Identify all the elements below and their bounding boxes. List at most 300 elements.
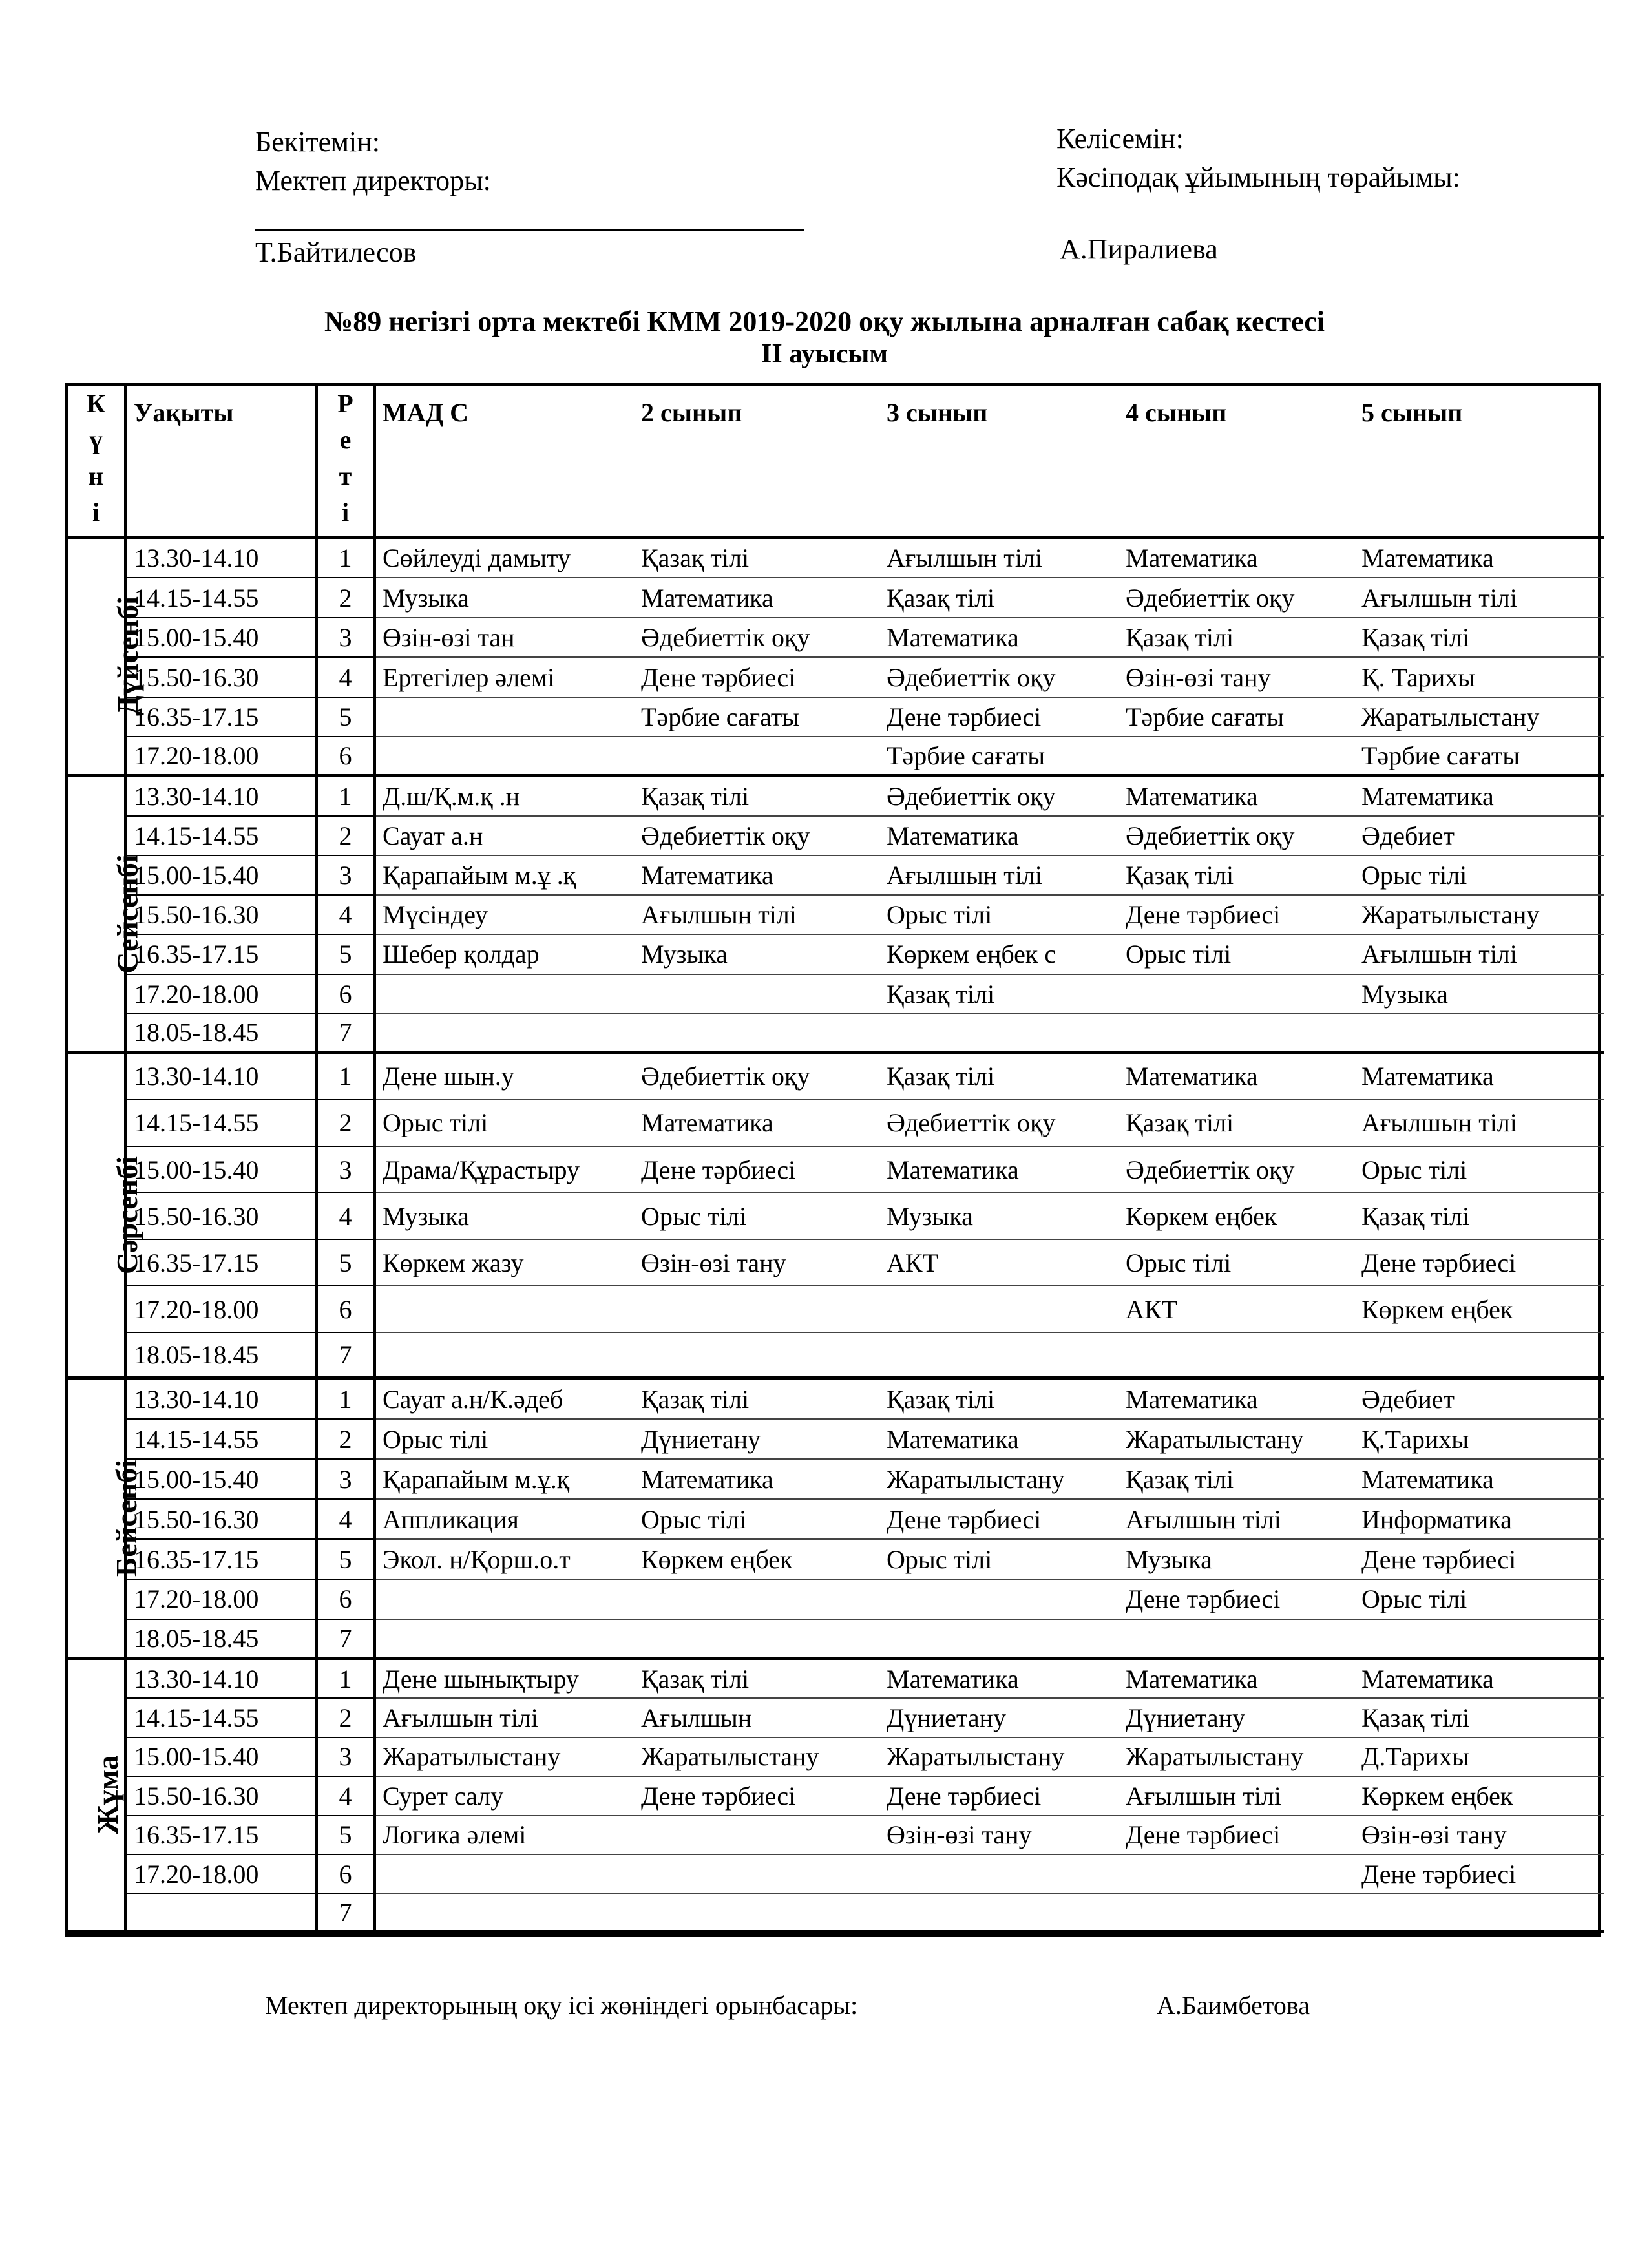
time-cell: 14.15-14.55 <box>127 1420 318 1460</box>
lesson-number-cell: 1 <box>318 539 376 578</box>
lesson-number-cell: 5 <box>318 935 376 974</box>
class2-subject: Орыс тілі <box>635 1500 880 1540</box>
class5-subject: Көркем еңбек <box>1355 1777 1604 1816</box>
class4-subject: Дене тәрбиесі <box>1119 1816 1355 1855</box>
class2-subject: Әдебиеттік оқу <box>635 618 880 658</box>
table-row <box>68 698 1604 737</box>
mad-subject <box>376 1286 635 1333</box>
class4-subject: Қазақ тілі <box>1119 856 1355 896</box>
table-row <box>68 1286 1604 1333</box>
schedule-table <box>68 386 1604 1933</box>
time-cell: 13.30-14.10 <box>127 539 318 578</box>
table-row <box>68 1777 1604 1816</box>
table-row <box>68 1380 1604 1420</box>
lesson-number-cell: 6 <box>318 1580 376 1620</box>
table-row <box>68 975 1604 1014</box>
class3-subject: Математика <box>880 1147 1119 1193</box>
class3-subject: Математика <box>880 1420 1119 1460</box>
class4-subject: Қазақ тілі <box>1119 1100 1355 1147</box>
time-cell: 15.50-16.30 <box>127 658 318 697</box>
mad-subject: Сөйлеуді дамыту <box>376 539 635 578</box>
class2-subject: Көркем еңбек <box>635 1540 880 1580</box>
class2-subject: Қазақ тілі <box>635 777 880 817</box>
class5-subject: Орыс тілі <box>1355 1580 1604 1620</box>
table-row <box>68 896 1604 935</box>
class4-subject: Математика <box>1119 539 1355 578</box>
mad-subject: Д.ш/Қ.м.қ .н <box>376 777 635 817</box>
class2-subject <box>635 1855 880 1894</box>
class2-subject: Музыка <box>635 935 880 974</box>
class5-subject: Музыка <box>1355 975 1604 1014</box>
approval-right-name: А.Пиралиева <box>1060 233 1218 265</box>
time-cell: 17.20-18.00 <box>127 1580 318 1620</box>
class5-subject: Тәрбие сағаты <box>1355 737 1604 777</box>
class5-subject: Информатика <box>1355 1500 1604 1540</box>
class3-subject: Тәрбие сағаты <box>880 737 1119 777</box>
approval-right-line2: Кәсіподақ ұйымының төрайымы: <box>1056 162 1460 193</box>
class2-subject <box>635 1580 880 1620</box>
approval-left-name: Т.Байтилесов <box>255 236 417 268</box>
day-name: Сәрсенбі <box>110 1156 143 1274</box>
class5-subject: Дене тәрбиесі <box>1355 1240 1604 1286</box>
mad-subject: Музыка <box>376 578 635 618</box>
day-name-cell <box>68 1380 143 1660</box>
table-row <box>68 737 1604 777</box>
class5-subject: Орыс тілі <box>1355 856 1604 896</box>
table-row <box>68 1240 1604 1286</box>
class3-subject: Қазақ тілі <box>880 1054 1119 1100</box>
time-cell: 15.00-15.40 <box>127 856 318 896</box>
class3-subject: Жаратылыстану <box>880 1738 1119 1777</box>
col-header-num-label: Р е т і <box>337 389 353 527</box>
class3-subject: Жаратылыстану <box>880 1460 1119 1500</box>
class3-subject <box>880 1894 1119 1933</box>
time-cell: 13.30-14.10 <box>127 1660 318 1699</box>
mad-subject: Өзін-өзі тан <box>376 618 635 658</box>
class2-subject: Қазақ тілі <box>635 1380 880 1420</box>
mad-subject <box>376 975 635 1014</box>
col-header-num <box>318 386 376 539</box>
mad-subject <box>376 1620 635 1660</box>
mad-subject <box>376 1580 635 1620</box>
page-title: №89 негізгі орта мектебі КММ 2019-2020 оқу жылына арналған сабақ кестесі <box>324 306 1325 337</box>
class3-subject: Қазақ тілі <box>880 975 1119 1014</box>
time-cell: 14.15-14.55 <box>127 817 318 856</box>
table-row <box>68 1460 1604 1500</box>
mad-subject: Дене шын.у <box>376 1054 635 1100</box>
class5-subject <box>1355 1894 1604 1933</box>
lesson-number-cell: 5 <box>318 1240 376 1286</box>
mad-subject: Қарапайым м.ұ.қ <box>376 1460 635 1500</box>
mad-subject <box>376 1014 635 1054</box>
class5-subject: Қазақ тілі <box>1355 1699 1604 1738</box>
table-row <box>68 1014 1604 1054</box>
class3-subject <box>880 1286 1119 1333</box>
lesson-number-cell: 3 <box>318 618 376 658</box>
mad-subject: Сауат а.н <box>376 817 635 856</box>
mad-subject: Музыка <box>376 1193 635 1240</box>
class4-subject: Қазақ тілі <box>1119 1460 1355 1500</box>
time-cell: 16.35-17.15 <box>127 935 318 974</box>
class4-subject: Көркем еңбек <box>1119 1193 1355 1240</box>
time-cell: 17.20-18.00 <box>127 975 318 1014</box>
col-header-class5: 5 сынып <box>1355 386 1604 539</box>
class3-subject: Әдебиеттік оқу <box>880 777 1119 817</box>
lesson-number-cell: 4 <box>318 1777 376 1816</box>
class2-subject: Тәрбие сағаты <box>635 698 880 737</box>
day-name-cell <box>68 539 144 777</box>
lesson-number-cell: 7 <box>318 1620 376 1660</box>
lesson-number-cell: 4 <box>318 1500 376 1540</box>
table-row <box>68 658 1604 697</box>
lesson-number-cell: 4 <box>318 896 376 935</box>
class3-subject: Математика <box>880 1660 1119 1699</box>
class4-subject <box>1119 1855 1355 1894</box>
table-row <box>68 1540 1604 1580</box>
class3-subject: Орыс тілі <box>880 1540 1119 1580</box>
lesson-number-cell: 5 <box>318 698 376 737</box>
table-row <box>68 1333 1604 1380</box>
class3-subject: АКТ <box>880 1240 1119 1286</box>
mad-subject: Ертегілер әлемі <box>376 658 635 697</box>
col-header-day <box>68 386 127 539</box>
class5-subject: Қ. Тарихы <box>1355 658 1604 697</box>
lesson-number-cell: 7 <box>318 1894 376 1933</box>
mad-subject: Жаратылыстану <box>376 1738 635 1777</box>
time-cell: 15.50-16.30 <box>127 1500 318 1540</box>
class5-subject <box>1355 1333 1604 1380</box>
mad-subject: Аппликация <box>376 1500 635 1540</box>
class3-subject <box>880 1620 1119 1660</box>
lesson-number-cell: 6 <box>318 737 376 777</box>
col-header-mad: МАД С <box>376 386 635 539</box>
table-row <box>68 817 1604 856</box>
time-cell: 16.35-17.15 <box>127 1240 318 1286</box>
mad-subject: Сауат а.н/К.әдеб <box>376 1380 635 1420</box>
mad-subject: Экол. н/Қорш.о.т <box>376 1540 635 1580</box>
class4-subject: Математика <box>1119 1660 1355 1699</box>
time-cell: 13.30-14.10 <box>127 777 318 817</box>
time-cell: 14.15-14.55 <box>127 578 318 618</box>
table-row <box>68 618 1604 658</box>
table-row <box>68 1100 1604 1147</box>
lesson-number-cell: 1 <box>318 1660 376 1699</box>
mad-subject: Ағылшын тілі <box>376 1699 635 1738</box>
table-row <box>68 1580 1604 1620</box>
time-cell <box>127 1894 318 1933</box>
table-row <box>68 935 1604 974</box>
class5-subject: Әдебиет <box>1355 817 1604 856</box>
time-cell: 18.05-18.45 <box>127 1014 318 1054</box>
class3-subject: Дене тәрбиесі <box>880 1777 1119 1816</box>
page-subtitle: ІІ ауысым <box>761 339 888 369</box>
table-row <box>68 539 1604 578</box>
table-row <box>68 1816 1604 1855</box>
class4-subject <box>1119 737 1355 777</box>
time-cell: 15.50-16.30 <box>127 1193 318 1240</box>
class3-subject: Дүниетану <box>880 1699 1119 1738</box>
mad-subject <box>376 1894 635 1933</box>
col-header-class2: 2 сынып <box>635 386 880 539</box>
mad-subject: Дене шынықтыру <box>376 1660 635 1699</box>
class3-subject: Ағылшын тілі <box>880 856 1119 896</box>
class2-subject: Математика <box>635 578 880 618</box>
class2-subject <box>635 1014 880 1054</box>
table-row <box>68 1855 1604 1894</box>
mad-subject <box>376 737 635 777</box>
table-row <box>68 1660 1604 1699</box>
class2-subject <box>635 1620 880 1660</box>
time-cell: 13.30-14.10 <box>127 1054 318 1100</box>
class4-subject <box>1119 1894 1355 1933</box>
mad-subject <box>376 1333 635 1380</box>
time-cell: 17.20-18.00 <box>127 1855 318 1894</box>
class2-subject: Дүниетану <box>635 1420 880 1460</box>
lesson-number-cell: 6 <box>318 1855 376 1894</box>
class2-subject: Жаратылыстану <box>635 1738 880 1777</box>
class3-subject: Музыка <box>880 1193 1119 1240</box>
class4-subject: Жаратылыстану <box>1119 1420 1355 1460</box>
class5-subject: Өзін-өзі тану <box>1355 1816 1604 1855</box>
lesson-number-cell: 1 <box>318 777 376 817</box>
time-cell: 15.50-16.30 <box>127 1777 318 1816</box>
mad-subject: Шебер қолдар <box>376 935 635 974</box>
time-cell: 15.00-15.40 <box>127 1147 318 1193</box>
table-row <box>68 1147 1604 1193</box>
class3-subject: Математика <box>880 817 1119 856</box>
class3-subject <box>880 1014 1119 1054</box>
mad-subject: Драма/Құрастыру <box>376 1147 635 1193</box>
mad-subject: Орыс тілі <box>376 1420 635 1460</box>
day-name: Жұма <box>90 1755 124 1835</box>
time-cell: 17.20-18.00 <box>127 1286 318 1333</box>
class2-subject: Орыс тілі <box>635 1193 880 1240</box>
lesson-number-cell: 5 <box>318 1816 376 1855</box>
footer-position: Мектеп директорының оқу ісі жөніндегі орынбасары: <box>265 1991 858 2020</box>
time-cell: 17.20-18.00 <box>127 737 318 777</box>
approval-left-line1: Бекітемін: <box>255 126 380 158</box>
class2-subject: Қазақ тілі <box>635 1660 880 1699</box>
class3-subject <box>880 1580 1119 1620</box>
class2-subject <box>635 1333 880 1380</box>
lesson-number-cell: 2 <box>318 1420 376 1460</box>
mad-subject: Мүсіндеу <box>376 896 635 935</box>
class2-subject: Дене тәрбиесі <box>635 1147 880 1193</box>
class3-subject <box>880 1333 1119 1380</box>
day-name-cell <box>68 1660 127 1933</box>
table-row <box>68 1894 1604 1933</box>
day-name: Сейсенбі <box>110 854 144 974</box>
class4-subject: Математика <box>1119 1054 1355 1100</box>
col-header-time: Уақыты <box>127 386 318 539</box>
class4-subject: Ағылшын тілі <box>1119 1777 1355 1816</box>
class4-subject: Ағылшын тілі <box>1119 1500 1355 1540</box>
class4-subject: Математика <box>1119 1380 1355 1420</box>
lesson-number-cell: 4 <box>318 1193 376 1240</box>
day-name-cell <box>68 777 144 1054</box>
class4-subject: Жаратылыстану <box>1119 1738 1355 1777</box>
class2-subject: Өзін-өзі тану <box>635 1240 880 1286</box>
class2-subject: Математика <box>635 1100 880 1147</box>
class2-subject <box>635 737 880 777</box>
lesson-number-cell: 7 <box>318 1014 376 1054</box>
class3-subject: Қазақ тілі <box>880 578 1119 618</box>
lesson-number-cell: 6 <box>318 975 376 1014</box>
class5-subject: Математика <box>1355 1660 1604 1699</box>
lesson-number-cell: 2 <box>318 578 376 618</box>
table-row <box>68 578 1604 618</box>
lesson-number-cell: 3 <box>318 856 376 896</box>
time-cell: 14.15-14.55 <box>127 1699 318 1738</box>
class3-subject: Дене тәрбиесі <box>880 698 1119 737</box>
class2-subject <box>635 975 880 1014</box>
time-cell: 18.05-18.45 <box>127 1333 318 1380</box>
col-header-day-label: К ү н і <box>86 389 105 527</box>
class4-subject: Музыка <box>1119 1540 1355 1580</box>
class2-subject: Әдебиеттік оқу <box>635 1054 880 1100</box>
col-header-class3: 3 сынып <box>880 386 1119 539</box>
lesson-number-cell: 1 <box>318 1380 376 1420</box>
class5-subject: Математика <box>1355 539 1604 578</box>
lesson-number-cell: 2 <box>318 1100 376 1147</box>
mad-subject <box>376 1855 635 1894</box>
time-cell: 16.35-17.15 <box>127 1816 318 1855</box>
time-cell: 15.50-16.30 <box>127 896 318 935</box>
mad-subject: Сурет салу <box>376 1777 635 1816</box>
class3-subject: Дене тәрбиесі <box>880 1500 1119 1540</box>
day-name: Дүйсенбі <box>110 596 144 717</box>
time-cell: 15.00-15.40 <box>127 618 318 658</box>
class5-subject: Дене тәрбиесі <box>1355 1540 1604 1580</box>
class4-subject: Дене тәрбиесі <box>1119 1580 1355 1620</box>
class5-subject: Көркем еңбек <box>1355 1286 1604 1333</box>
table-row <box>68 1500 1604 1540</box>
class2-subject: Ағылшын <box>635 1699 880 1738</box>
class3-subject: Орыс тілі <box>880 896 1119 935</box>
class5-subject: Қ.Тарихы <box>1355 1420 1604 1460</box>
table-row <box>68 1699 1604 1738</box>
lesson-number-cell: 5 <box>318 1540 376 1580</box>
class2-subject: Қазақ тілі <box>635 539 880 578</box>
schedule-table-frame <box>65 383 1601 1937</box>
lesson-number-cell: 2 <box>318 817 376 856</box>
class5-subject: Жаратылыстану <box>1355 896 1604 935</box>
lesson-number-cell: 1 <box>318 1054 376 1100</box>
day-name-cell <box>68 1054 143 1380</box>
class3-subject: Ағылшын тілі <box>880 539 1119 578</box>
approval-right-line1: Келісемін: <box>1056 123 1184 154</box>
table-row <box>68 1054 1604 1100</box>
class3-subject <box>880 1855 1119 1894</box>
class4-subject <box>1119 975 1355 1014</box>
class4-subject: Орыс тілі <box>1119 1240 1355 1286</box>
table-row <box>68 1193 1604 1240</box>
class2-subject: Дене тәрбиесі <box>635 1777 880 1816</box>
class5-subject: Әдебиет <box>1355 1380 1604 1420</box>
time-cell: 18.05-18.45 <box>127 1620 318 1660</box>
class3-subject: Әдебиеттік оқу <box>880 1100 1119 1147</box>
lesson-number-cell: 7 <box>318 1333 376 1380</box>
class5-subject: Дене тәрбиесі <box>1355 1855 1604 1894</box>
mad-subject: Көркем жазу <box>376 1240 635 1286</box>
class2-subject: Математика <box>635 1460 880 1500</box>
day-name: Бейсенбі <box>110 1460 143 1577</box>
time-cell: 15.00-15.40 <box>127 1738 318 1777</box>
class5-subject: Ағылшын тілі <box>1355 578 1604 618</box>
time-cell: 16.35-17.15 <box>127 698 318 737</box>
class4-subject: Математика <box>1119 777 1355 817</box>
class4-subject: Әдебиеттік оқу <box>1119 578 1355 618</box>
class4-subject <box>1119 1620 1355 1660</box>
class5-subject: Жаратылыстану <box>1355 698 1604 737</box>
time-cell: 14.15-14.55 <box>127 1100 318 1147</box>
class3-subject: Қазақ тілі <box>880 1380 1119 1420</box>
class3-subject: Әдебиеттік оқу <box>880 658 1119 697</box>
table-row <box>68 1738 1604 1777</box>
lesson-number-cell: 2 <box>318 1699 376 1738</box>
class3-subject: Көркем еңбек с <box>880 935 1119 974</box>
lesson-number-cell: 3 <box>318 1460 376 1500</box>
class2-subject: Дене тәрбиесі <box>635 658 880 697</box>
footer-name: А.Баимбетова <box>1157 1991 1310 2020</box>
class3-subject: Өзін-өзі тану <box>880 1816 1119 1855</box>
class4-subject: Дүниетану <box>1119 1699 1355 1738</box>
class4-subject: АКТ <box>1119 1286 1355 1333</box>
class4-subject: Дене тәрбиесі <box>1119 896 1355 935</box>
lesson-number-cell: 3 <box>318 1738 376 1777</box>
mad-subject: Қарапайым м.ұ .қ <box>376 856 635 896</box>
table-row <box>68 777 1604 817</box>
class2-subject <box>635 1286 880 1333</box>
mad-subject: Орыс тілі <box>376 1100 635 1147</box>
approval-left <box>255 123 491 200</box>
class5-subject: Орыс тілі <box>1355 1147 1604 1193</box>
time-cell: 16.35-17.15 <box>127 1540 318 1580</box>
mad-subject <box>376 698 635 737</box>
lesson-number-cell: 4 <box>318 658 376 697</box>
class4-subject: Орыс тілі <box>1119 935 1355 974</box>
signature-line <box>255 229 804 231</box>
class4-subject: Қазақ тілі <box>1119 618 1355 658</box>
class2-subject: Математика <box>635 856 880 896</box>
class2-subject <box>635 1894 880 1933</box>
class5-subject <box>1355 1014 1604 1054</box>
class4-subject: Өзін-өзі тану <box>1119 658 1355 697</box>
mad-subject: Логика әлемі <box>376 1816 635 1855</box>
class5-subject: Математика <box>1355 1460 1604 1500</box>
lesson-number-cell: 3 <box>318 1147 376 1193</box>
class4-subject: Тәрбие сағаты <box>1119 698 1355 737</box>
table-row <box>68 1420 1604 1460</box>
class5-subject <box>1355 1620 1604 1660</box>
class5-subject: Д.Тарихы <box>1355 1738 1604 1777</box>
table-row <box>68 856 1604 896</box>
class4-subject: Әдебиеттік оқу <box>1119 817 1355 856</box>
class5-subject: Ағылшын тілі <box>1355 1100 1604 1147</box>
class4-subject <box>1119 1014 1355 1054</box>
lesson-number-cell: 6 <box>318 1286 376 1333</box>
class4-subject: Әдебиеттік оқу <box>1119 1147 1355 1193</box>
class5-subject: Математика <box>1355 777 1604 817</box>
class2-subject: Әдебиеттік оқу <box>635 817 880 856</box>
class3-subject: Математика <box>880 618 1119 658</box>
class2-subject <box>635 1816 880 1855</box>
col-header-class4: 4 сынып <box>1119 386 1355 539</box>
table-row <box>68 1620 1604 1660</box>
time-cell: 13.30-14.10 <box>127 1380 318 1420</box>
approval-right <box>1056 120 1460 197</box>
class5-subject: Қазақ тілі <box>1355 618 1604 658</box>
